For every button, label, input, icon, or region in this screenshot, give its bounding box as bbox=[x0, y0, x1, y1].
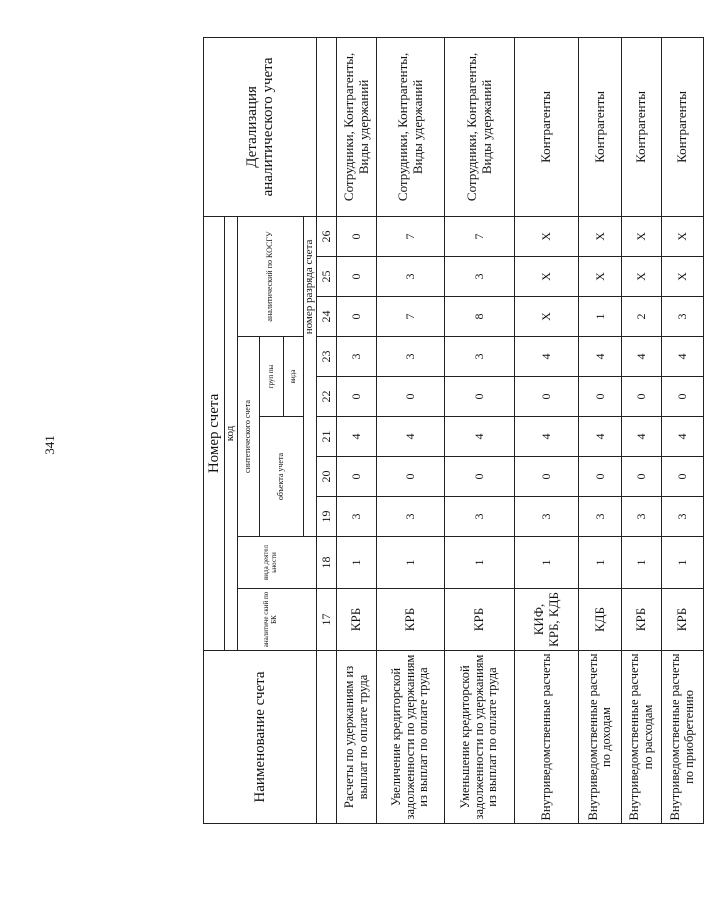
code-analytic-bk: КРБ bbox=[445, 589, 515, 651]
code-digit-20: 0 bbox=[445, 457, 515, 497]
digit-label: 25 bbox=[317, 257, 337, 297]
code-digit-21: 4 bbox=[662, 417, 704, 457]
detail-cell: Контрагенты bbox=[662, 37, 704, 216]
code-digit-21: 4 bbox=[445, 417, 515, 457]
code-digit-24: 1 bbox=[579, 297, 622, 337]
code-digit-23: 4 bbox=[579, 337, 622, 377]
code-digit-23: 3 bbox=[337, 337, 377, 377]
header-kind: вида bbox=[284, 337, 304, 417]
code-activity: 1 bbox=[662, 537, 704, 589]
account-name: Внутриведомственные расчеты по расходам bbox=[622, 651, 662, 824]
detail-cell: Контрагенты bbox=[579, 37, 622, 216]
accounts-table bbox=[203, 37, 704, 824]
header-synthetic: синтетического счета bbox=[238, 337, 260, 537]
header-group: груп пы bbox=[260, 337, 284, 417]
code-digit-25: Х bbox=[579, 257, 622, 297]
detail-cell: Контрагенты bbox=[622, 37, 662, 216]
code-digit-23: 4 bbox=[515, 337, 579, 377]
code-digit-21: 4 bbox=[622, 417, 662, 457]
code-digit-26: 7 bbox=[377, 216, 445, 256]
header-detail: Детализация аналитического учета bbox=[204, 37, 317, 216]
code-digit-25: 0 bbox=[337, 257, 377, 297]
account-name: Расчеты по удержаниям из выплат по оплате труда bbox=[337, 651, 377, 824]
code-digit-19: 3 bbox=[337, 497, 377, 537]
code-activity: 1 bbox=[579, 537, 622, 589]
code-digit-26: Х bbox=[579, 216, 622, 256]
detail-cell: Сотрудники, Контрагенты, Виды удержаний bbox=[337, 37, 377, 216]
code-digit-26: Х bbox=[622, 216, 662, 256]
digit-spacer-name bbox=[317, 651, 337, 824]
code-digit-21: 4 bbox=[337, 417, 377, 457]
code-digit-25: 3 bbox=[377, 257, 445, 297]
code-digit-23: 4 bbox=[622, 337, 662, 377]
code-digit-22: 0 bbox=[377, 377, 445, 417]
code-activity: 1 bbox=[377, 537, 445, 589]
header-row-1 bbox=[204, 37, 225, 823]
digit-label: 24 bbox=[317, 297, 337, 337]
code-digit-26: Х bbox=[662, 216, 704, 256]
code-digit-24: 3 bbox=[662, 297, 704, 337]
code-digit-25: 3 bbox=[445, 257, 515, 297]
header-activity-type: вида деятел ьности bbox=[238, 537, 304, 589]
code-digit-24: 0 bbox=[337, 297, 377, 337]
code-activity: 1 bbox=[445, 537, 515, 589]
code-digit-22: 0 bbox=[662, 377, 704, 417]
header-spacer-bk bbox=[304, 589, 317, 651]
accounts-table-frame bbox=[203, 38, 696, 824]
code-analytic-bk: КРБ bbox=[377, 589, 445, 651]
code-digit-20: 0 bbox=[337, 457, 377, 497]
detail-cell: Сотрудники, Контрагенты, Виды удержаний bbox=[377, 37, 445, 216]
code-digit-25: Х bbox=[622, 257, 662, 297]
code-digit-22: 0 bbox=[337, 377, 377, 417]
header-code: код bbox=[225, 216, 238, 650]
account-name: Внутриведомственные расчеты по доходам bbox=[579, 651, 622, 824]
code-digit-19: 3 bbox=[662, 497, 704, 537]
code-digit-22: 0 bbox=[515, 377, 579, 417]
code-digit-26: Х bbox=[515, 216, 579, 256]
code-activity: 1 bbox=[515, 537, 579, 589]
digit-label: 22 bbox=[317, 377, 337, 417]
digit-labels-row bbox=[317, 37, 337, 823]
code-digit-25: Х bbox=[515, 257, 579, 297]
code-digit-24: 8 bbox=[445, 297, 515, 337]
code-digit-26: 7 bbox=[445, 216, 515, 256]
code-digit-22: 0 bbox=[579, 377, 622, 417]
digit-label: 17 bbox=[317, 589, 337, 651]
header-digit-number: номер разряда счета bbox=[304, 37, 317, 536]
digit-label: 20 bbox=[317, 457, 337, 497]
account-name: Внутриведомственные расчеты bbox=[515, 651, 579, 824]
code-digit-19: 3 bbox=[515, 497, 579, 537]
digit-label: 26 bbox=[317, 216, 337, 256]
header-analytic-bk: аналитиче ский по БК bbox=[238, 589, 304, 651]
code-digit-20: 0 bbox=[622, 457, 662, 497]
header-account-name: Наименование счета bbox=[204, 651, 317, 824]
code-digit-25: Х bbox=[662, 257, 704, 297]
table-row bbox=[445, 37, 515, 823]
code-digit-20: 0 bbox=[662, 457, 704, 497]
code-digit-19: 3 bbox=[579, 497, 622, 537]
code-digit-19: 3 bbox=[377, 497, 445, 537]
code-digit-23: 4 bbox=[662, 337, 704, 377]
code-digit-24: 2 bbox=[622, 297, 662, 337]
digit-spacer-detail bbox=[317, 37, 337, 216]
code-digit-20: 0 bbox=[515, 457, 579, 497]
code-analytic-bk: КРБ bbox=[662, 589, 704, 651]
code-digit-20: 0 bbox=[579, 457, 622, 497]
code-digit-22: 0 bbox=[622, 377, 662, 417]
code-analytic-bk: КИФ, КРБ, КДБ bbox=[515, 589, 579, 651]
digit-label: 21 bbox=[317, 417, 337, 457]
code-digit-26: 0 bbox=[337, 216, 377, 256]
code-analytic-bk: КРБ bbox=[622, 589, 662, 651]
code-digit-24: Х bbox=[515, 297, 579, 337]
code-digit-23: 3 bbox=[445, 337, 515, 377]
code-analytic-bk: КДБ bbox=[579, 589, 622, 651]
page-number: 341 bbox=[42, 435, 57, 455]
account-name: Внутриведомственные расчеты по приобретению bbox=[662, 651, 704, 824]
header-spacer-activity bbox=[304, 537, 317, 589]
digit-label: 18 bbox=[317, 537, 337, 589]
table-row bbox=[377, 37, 445, 823]
code-digit-20: 0 bbox=[377, 457, 445, 497]
code-digit-19: 3 bbox=[622, 497, 662, 537]
code-digit-24: 7 bbox=[377, 297, 445, 337]
header-account-number: Номер счета bbox=[204, 216, 225, 650]
code-digit-21: 4 bbox=[579, 417, 622, 457]
header-account-object: объекта учета bbox=[260, 417, 304, 537]
code-digit-19: 3 bbox=[445, 497, 515, 537]
table-row bbox=[579, 37, 622, 823]
code-activity: 1 bbox=[337, 537, 377, 589]
code-digit-22: 0 bbox=[445, 377, 515, 417]
code-digit-21: 4 bbox=[515, 417, 579, 457]
account-name: Увеличение кредиторской задолженности по удержаниям из выплат по оплате труда bbox=[377, 651, 445, 824]
header-kosgu: аналитический по КОСГУ bbox=[238, 216, 304, 336]
code-digit-23: 3 bbox=[377, 337, 445, 377]
account-name: Уменьшение кредиторской задолженности по удержаниям из выплат по оплате труда bbox=[445, 651, 515, 824]
detail-cell: Контрагенты bbox=[515, 37, 579, 216]
digit-label: 23 bbox=[317, 337, 337, 377]
detail-cell: Сотрудники, Контрагенты, Виды удержаний bbox=[445, 37, 515, 216]
code-analytic-bk: КРБ bbox=[337, 589, 377, 651]
table-row bbox=[662, 37, 704, 823]
table-row bbox=[622, 37, 662, 823]
table-row bbox=[515, 37, 579, 823]
table-row bbox=[337, 37, 377, 823]
digit-label: 19 bbox=[317, 497, 337, 537]
code-activity: 1 bbox=[622, 537, 662, 589]
code-digit-21: 4 bbox=[377, 417, 445, 457]
